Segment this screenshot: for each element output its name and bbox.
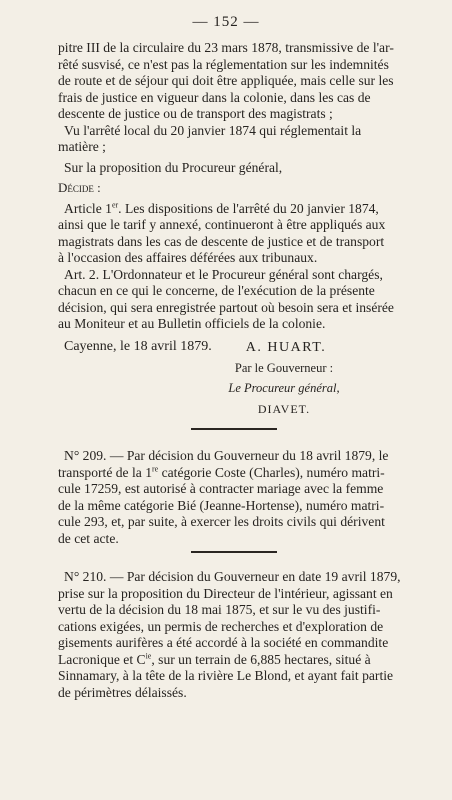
text-line: à l'occasion des affaires déférées aux tribunaux. xyxy=(58,250,318,265)
decision-209-block xyxy=(58,448,420,547)
text-line: N° 209. — Par décision du Gouverneur du 18 avril 1879, le xyxy=(64,448,389,463)
text-line: de route et de séjour qui doit être appliquée, mais celle sur les xyxy=(58,73,394,88)
text-line: matière ; xyxy=(58,139,106,154)
text-line: de la même catégorie Bié (Jeanne-Hortense), numéro matri- xyxy=(58,497,385,513)
text-segment: , sur un terrain de 6,885 hectares, situé à xyxy=(151,651,371,667)
signature-name: A. HUART. xyxy=(245,340,327,355)
superscript: re xyxy=(152,463,159,473)
decide-heading: Décide : xyxy=(58,180,101,195)
text-line: de périmètres délaissés. xyxy=(58,684,187,700)
text-line: vertu de la décision du 18 mai 1875, et sur le vu des justifi- xyxy=(58,602,381,617)
text-line: N° 210. — Par décision du Gouverneur en date 19 avril 1879, xyxy=(64,569,401,584)
text-line: ainsi que le tarif y annexé, continueront à être appliqués aux xyxy=(58,217,386,232)
text-line xyxy=(58,652,420,669)
text-line: Sinnamary, à la tête de la rivière Le Blond, et ayant fait partie xyxy=(58,668,394,683)
text-segment: transporté de la 1 xyxy=(58,464,152,480)
article-1-label: Article 1 xyxy=(64,200,112,216)
text-line: cations exigées, un permis de recherches et d'exploration de xyxy=(58,618,384,634)
text-line: cule 293, et, par suite, à exercer les droits civils qui dérivent xyxy=(58,514,385,529)
signature-par-le-gouverneur: Par le Gouverneur : xyxy=(234,361,334,375)
text-line: décision, qui sera enregistrée partout où besoin sera et insérée xyxy=(58,299,394,315)
signature-procureur: Le Procureur général, xyxy=(228,381,340,395)
text-line: rêté susvisé, ce n'est pas la réglementation sur les indemnités xyxy=(58,56,389,72)
text-line: au Moniteur et au Bulletin officiels de la colonie. xyxy=(58,316,326,331)
text-line: gisements aurifères a été accordé à la société en commandite xyxy=(58,635,389,650)
text-line: magistrats dans les cas de descente de justice et de transport xyxy=(58,233,385,249)
text-line: Art. 2. L'Ordonnateur et le Procureur général sont chargés, xyxy=(64,266,383,282)
text-segment: catégorie Coste (Charles), numéro matri- xyxy=(158,464,385,480)
superscript: ie xyxy=(145,650,152,660)
decision-text-block xyxy=(58,40,420,355)
page-number: — 152 — xyxy=(192,14,260,30)
article-1-text: . Les dispositions de l'arrêté du 20 janvier 1874, xyxy=(118,200,379,216)
text-line: de cet acte. xyxy=(58,530,119,546)
text-line: prise sur la proposition du Directeur de l'intérieur, agissant en xyxy=(58,585,393,601)
decision-date: Cayenne, le 18 avril 1879. xyxy=(64,338,212,354)
text-line: descente de justice ou de transport des magistrats ; xyxy=(58,106,333,121)
text-line: cule 17259, est autorisé à contracter mariage avec la femme xyxy=(58,481,384,496)
text-line: pitre III de la circulaire du 23 mars 1878, transmissive de l'ar- xyxy=(58,40,394,55)
section-divider xyxy=(191,551,277,553)
section-divider xyxy=(191,428,277,430)
text-segment: Lacronique et C xyxy=(58,651,146,667)
article-1-line xyxy=(58,201,420,218)
article-1-superscript: er xyxy=(111,199,119,209)
text-line xyxy=(58,465,420,482)
text-line: chacun en ce qui le concerne, de l'exécution de la présente xyxy=(58,283,375,298)
signature-signer: DIAVET. xyxy=(257,402,311,416)
text-line: Vu l'arrêté local du 20 janvier 1874 qui réglementait la xyxy=(64,122,362,138)
text-line: frais de justice en vigueur dans la colonie, dans les cas de xyxy=(58,89,371,105)
decision-210-block xyxy=(58,569,420,701)
text-line: Sur la proposition du Procureur général, xyxy=(64,159,283,175)
